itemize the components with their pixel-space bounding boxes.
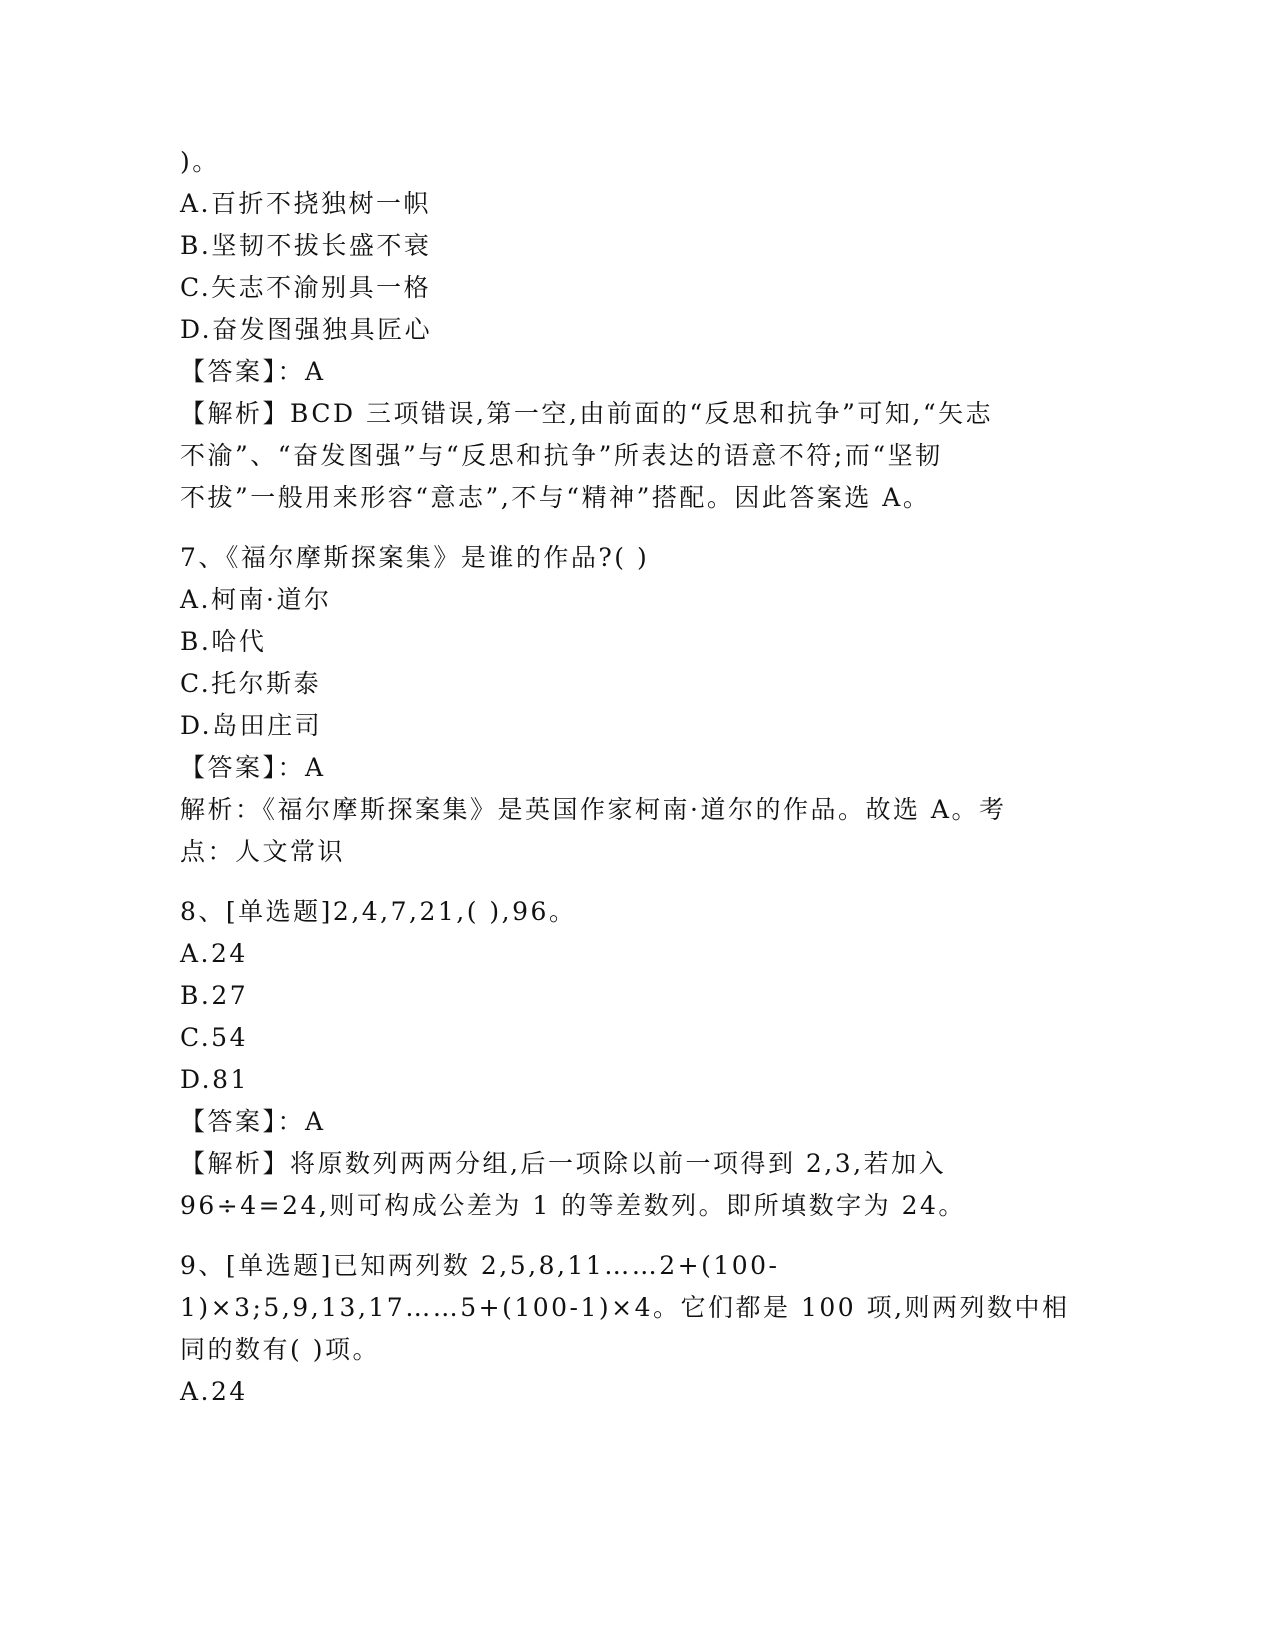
q8-answer: 【答案】：A	[180, 1107, 326, 1136]
q6-option-c: C.矢志不渝别具一格	[180, 273, 432, 302]
q7-answer: 【答案】：A	[180, 753, 326, 782]
q7-option-b: B.哈代	[180, 627, 267, 656]
q7-option-d: D.岛田庄司	[180, 711, 323, 740]
q9-stem-line: 同的数有( )项。	[180, 1335, 380, 1364]
q6-option-d: D.奋发图强独具匠心	[180, 315, 433, 344]
q8-option-d: D.81	[180, 1065, 249, 1094]
q6-analysis-line: 不渝”、“奋发图强”与“反思和抗争”所表达的语意不符;而“坚韧	[180, 441, 943, 470]
q6-analysis-line: 【解析】BCD 三项错误,第一空,由前面的“反思和抗争”可知,“矢志	[180, 399, 994, 428]
q6-answer: 【答案】：A	[180, 357, 326, 386]
q9-stem-line: 1)×3;5,9,13,17……5+(100-1)×4。它们都是 100 项,则两列数中相	[180, 1293, 1070, 1322]
spacer	[180, 519, 1080, 537]
q7-analysis-line: 解析：《福尔摩斯探案集》是英国作家柯南·道尔的作品。故选 A。考	[180, 795, 1007, 824]
q8-stem: 8、[单选题]2,4,7,21,( ),96。	[180, 897, 577, 926]
q8-analysis-line: 【解析】将原数列两两分组,后一项除以前一项得到 2,3,若加入	[180, 1149, 947, 1178]
spacer	[180, 873, 1080, 891]
q7-option-c: C.托尔斯泰	[180, 669, 322, 698]
q6-stem-tail: )。	[180, 147, 220, 176]
document-page	[180, 141, 1080, 1413]
q8-option-b: B.27	[180, 981, 249, 1010]
q9-stem-line: 9、[单选题]已知两列数 2,5,8,11……2+(100-	[180, 1251, 780, 1280]
q6-option-a: A.百折不挠独树一帜	[180, 189, 432, 218]
q8-option-c: C.54	[180, 1023, 248, 1052]
q6-analysis-line: 不拔”一般用来形容“意志”,不与“精神”搭配。因此答案选 A。	[180, 483, 931, 512]
q7-stem: 7、《福尔摩斯探案集》是谁的作品?( )	[180, 543, 650, 572]
q7-analysis-line: 点：人文常识	[180, 837, 346, 866]
q7-option-a: A.柯南·道尔	[180, 585, 332, 614]
q9-option-a: A.24	[180, 1377, 248, 1406]
spacer	[180, 1227, 1080, 1245]
q6-option-b: B.坚韧不拔长盛不衰	[180, 231, 432, 260]
q8-analysis-line: 96÷4=24,则可构成公差为 1 的等差数列。即所填数字为 24。	[180, 1191, 966, 1220]
q8-option-a: A.24	[180, 939, 248, 968]
